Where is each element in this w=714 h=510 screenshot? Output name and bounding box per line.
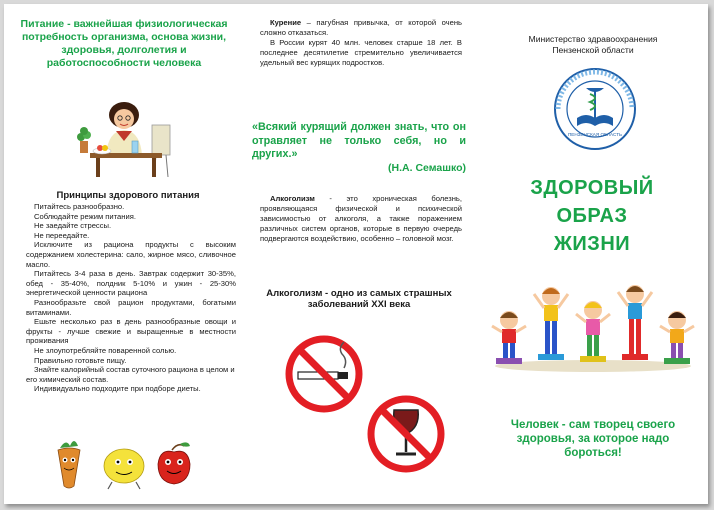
left-panel bbox=[4, 4, 242, 504]
slogan: Человек - сам творец своего здоровья, за которое надо бороться! bbox=[510, 419, 676, 459]
teacher-illustration bbox=[72, 97, 182, 179]
tip-item: Не злоупотребляйте поваренной солью. bbox=[34, 345, 177, 355]
title-line-2: ОБРАЗ bbox=[556, 205, 628, 227]
title-line-3: ЖИЗНИ bbox=[553, 233, 631, 255]
nutrition-heading: Питание - важнейшая физиологическая потребность организма, основа жизни, здоровья, долголетия и работоспособности человека bbox=[20, 18, 228, 69]
smoking-section bbox=[260, 18, 462, 68]
semashko-quote bbox=[252, 121, 466, 175]
no-smoking-icon bbox=[284, 334, 364, 414]
tip-item: Индивидуально подходите при подборе диеты. bbox=[34, 384, 201, 394]
tip-item: Питайтесь разнообразно. bbox=[34, 202, 125, 211]
alcohol-def-text: - это хроническая болезнь, проявляющаяся физической и психической зависимостью от алкоголя, а также поражением различных систем органов, которые в первую очередь подвергаются воздействию, особенно – головной мозг. bbox=[260, 194, 462, 243]
tip-item: Не переедайте. bbox=[34, 230, 90, 240]
tip-item: Правильно готовьте пищу. bbox=[34, 355, 127, 365]
ministry-line-2: Пензенской области bbox=[552, 45, 634, 55]
quote-author: (Н.А. Семашко) bbox=[388, 161, 466, 174]
brochure-sheet bbox=[4, 4, 708, 504]
principles-heading: Принципы здорового питания bbox=[56, 190, 200, 201]
smoking-stats: В России курят 40 млн. человек старше 18 лет. В последнее десятилетие стремительно увеличивается удельный вес курящих подростков. bbox=[260, 38, 462, 67]
children-exercise-illustration bbox=[490, 274, 696, 374]
tip-item: Ешьте несколько раз в день разнообразные овощи и фрукты - лучше свежие и выращенные в местности проживания bbox=[26, 317, 236, 346]
smoking-def-text: – пагубная привычка, от которой очень сложно отказаться. bbox=[260, 18, 462, 37]
no-alcohol-icon bbox=[366, 394, 446, 474]
emblem-text: ПЕНЗЕНСКАЯ ОБЛАСТЬ bbox=[567, 132, 623, 137]
tip-item: Знайте калорийный состав суточного рациона в целом и его химический состав. bbox=[26, 365, 235, 384]
smoking-definition bbox=[260, 18, 462, 38]
alcohol-term: Алкоголизм bbox=[270, 194, 315, 203]
smoking-term: Курение bbox=[270, 18, 302, 27]
tip-item: Не заедайте стрессы. bbox=[34, 221, 112, 231]
tip-item: Питайтесь 3-4 раза в день. Завтрак содержит 30-35%, обед - 35-40%, полдник 5-10% и ужин - 25-30% энергетической ценности рациона bbox=[26, 269, 236, 298]
ministry-emblem bbox=[552, 66, 638, 152]
tip-item: Соблюдайте режим питания. bbox=[34, 211, 136, 221]
vegetables-illustration bbox=[50, 434, 200, 490]
ministry-line-1: Министерство здравоохранения bbox=[528, 34, 658, 44]
tip-item: Исключите из рациона продукты с высоким содержанием холестерина: сало, жирное мясо, сливочное масло. bbox=[26, 240, 236, 269]
nutrition-tips-list bbox=[26, 202, 236, 394]
right-panel bbox=[476, 4, 708, 504]
alcohol-definition bbox=[260, 194, 462, 244]
alcohol-heading: Алкоголизм - одно из самых страшных заболеваний XXI века bbox=[266, 288, 452, 310]
quote-text: «Всякий курящий должен знать, что он отравляет не только себя, но и других.» bbox=[252, 121, 466, 160]
main-title bbox=[492, 174, 692, 258]
title-line-1: ЗДОРОВЫЙ bbox=[530, 177, 654, 199]
tip-item: Разнообразьте свой рацион продуктами, богатыми витаминами. bbox=[26, 297, 236, 317]
middle-panel bbox=[242, 4, 476, 504]
ministry-header bbox=[484, 34, 702, 56]
